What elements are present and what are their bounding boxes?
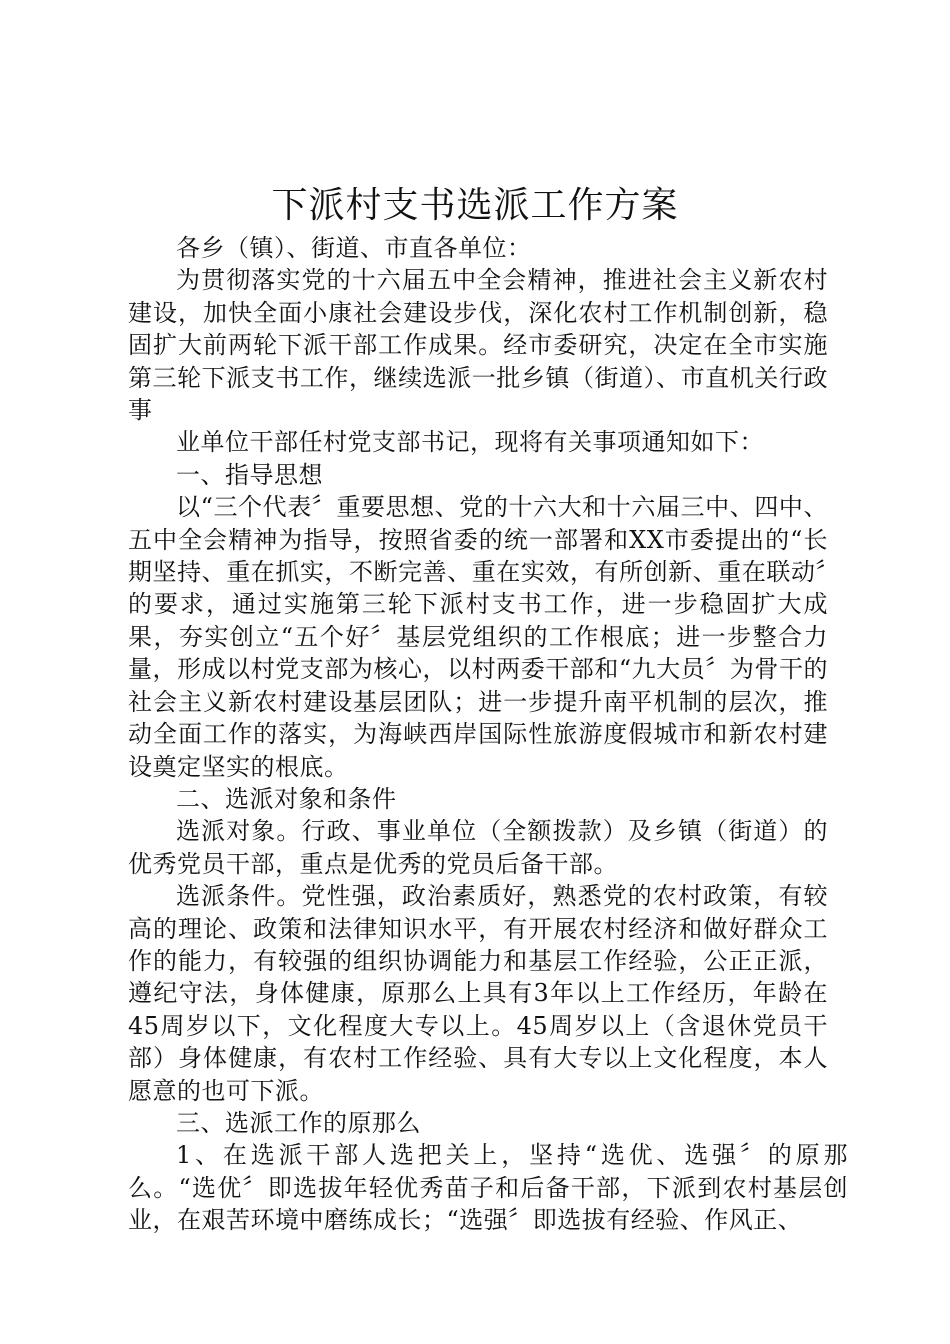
intro-paragraph: 为贯彻落实党的十六届五中全会精神，推进社会主义新农村建设，加快全面小康社会建设步伐，深化农村工作机制创新，稳固扩大前两轮下派干部工作成果。经市委研究，决定在全市实施第三轮下派支书工作，继续选派一批乡镇（街道）、市直机关行政事 (128, 266, 828, 425)
salutation-paragraph: 各乡（镇）、街道、市直各单位： (176, 234, 532, 262)
selection-conditions-paragraph: 选派条件。党性强，政治素质好，熟悉党的农村政策，有较高的理论、政策和法律知识水平，有开展农村经济和做好群众工作的能力，有较强的组织协调能力和基层工作经验，公正正派，遵纪守法，身体健康，原那么上具有3年以上工作经历，年龄在45周岁以下，文化程度大专以上。45周岁以上（含退休党员干部）身体健康，有农村工作经验、具有大专以上文化程度，本人愿意的也可下派。 (128, 882, 828, 1105)
section-heading-guiding-thought: 一、指导思想 (176, 460, 323, 489)
document-title: 下派村支书选派工作方案 (271, 185, 679, 226)
section-heading-selection-targets: 二、选派对象和条件 (176, 784, 397, 813)
principle-one-paragraph: 1、在选派干部人选把关上，坚持“选优、选强〞的原那么。“选优〞即选拔年轻优秀苗子和后备干部，下派到农村基层创业，在艰苦环境中磨练成长；“选强〞即选拔有经验、作风正、 (128, 1141, 848, 1235)
document-body (128, 232, 848, 1237)
intro-continuation-paragraph: 业单位干部任村党支部书记，现将有关事项通知如下： (176, 428, 764, 457)
section-heading-principles: 三、选派工作的原那么 (176, 1108, 421, 1137)
selection-targets-paragraph: 选派对象。行政、事业单位（全额拨款）及乡镇（街道）的优秀党员干部，重点是优秀的党员后备干部。 (128, 817, 828, 878)
guiding-thought-paragraph: 以“三个代表〞重要思想、党的十六大和十六届三中、四中、五中全会精神为指导，按照省委的统一部署和XX市委提出的“长期坚持、重在抓实，不断完善、重在实效，有所创新、重在联动〞的要求，通过实施第三轮下派村支书工作，进一步稳固扩大成果，夯实创立“五个好〞基层党组织的工作根底；进一步整合力量，形成以村党支部为核心，以村两委干部和“九大员〞为骨干的社会主义新农村建设基层团队；进一步提升南平机制的层次，推动全面工作的落实，为海峡西岸国际性旅游度假城市和新农村建设奠定坚实的根底。 (128, 493, 828, 781)
